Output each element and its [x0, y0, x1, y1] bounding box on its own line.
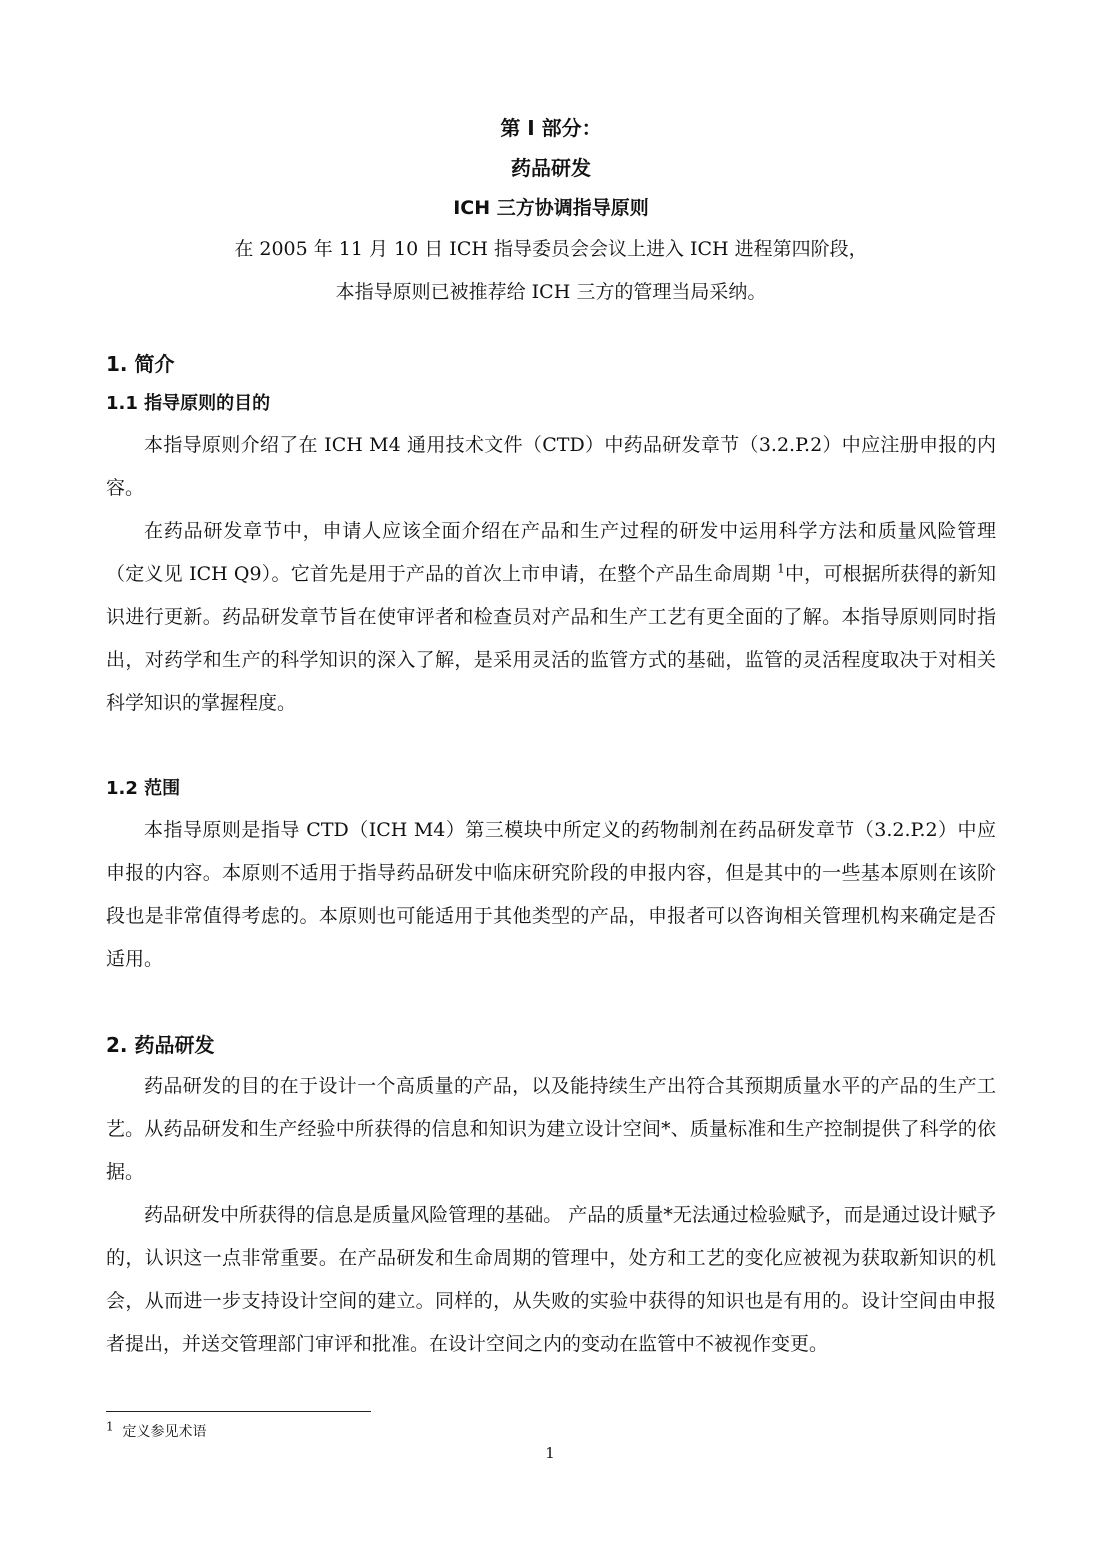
section-2-heading: 2. 药品研发 [106, 1033, 215, 1057]
adoption-line-2: 本指导原则已被推荐给 ICH 三方的管理当局采纳。 [335, 281, 767, 303]
section-2-paragraph-2: 药品研发中所获得的信息是质量风险管理的基础。 产品的质量*无法通过检验赋予，而是通过设计赋予的，认识这一点非常重要。在产品研发和生命周期的管理中，处方和工艺的变化应被视为获取新知识的机会，从而进一步支持设计空间的建立。同样的，从失败的实验中获得的知识也是有用的。设计空间由申报者提出，并送交管理部门审评和批准。在设计空间之内的变动在监管中不被视作变更。 [106, 1204, 996, 1355]
paragraph-text: 在药品研发章节中，申请人应该全面介绍在产品和生产过程的研发中运用科学方法和质量风险管理（定义见 ICH Q9）。它首先是用于产品的首次上市申请，在整个产品生命周期 [106, 520, 996, 585]
footnote [106, 1419, 207, 1442]
section-2-paragraph-1: 药品研发的目的在于设计一个高质量的产品，以及能持续生产出符合其预期质量水平的产品的生产工艺。从药品研发和生产经验中所获得的信息和知识为建立设计空间*、质量标准和生产控制提供了科学的依据。 [106, 1075, 996, 1183]
footnote-mark: 1 [106, 1419, 114, 1434]
document-title: 药品研发 [511, 156, 591, 180]
adoption-line-1: 在 2005 年 11 月 10 日 ICH 指导委员会会议上进入 ICH 进程第四阶段， [234, 238, 868, 260]
section-1-2-heading: 1.2 范围 [106, 778, 181, 799]
footnote-divider [106, 1411, 371, 1412]
section-1-1-paragraph-2 [106, 510, 996, 725]
page-number: 1 [545, 1444, 555, 1462]
section-1-1-paragraph-1: 本指导原则介绍了在 ICH M4 通用技术文件（CTD）中药品研发章节（3.2.P.2）中应注册申报的内容。 [106, 434, 996, 499]
paragraph-text: 中，可根据所获得的新知识进行更新。药品研发章节旨在使审评者和检查员对产品和生产工艺有更全面的了解。本指导原则同时指出，对药学和生产的科学知识的深入了解，是采用灵活的监管方式的基础，监管的灵活程度取决于对相关科学知识的掌握程度。 [106, 563, 996, 714]
section-1-heading: 1. 简介 [106, 352, 175, 376]
document-subtitle: ICH 三方协调指导原则 [453, 197, 649, 219]
document-page [106, 108, 996, 1366]
footnote-text: 定义参见术语 [122, 1424, 207, 1440]
footnote-reference: 1 [777, 561, 785, 576]
section-1-1-heading: 1.1 指导原则的目的 [106, 393, 271, 414]
section-1-2-paragraph-1: 本指导原则是指导 CTD（ICH M4）第三模块中所定义的药物制剂在药品研发章节（3.2.P.2）中应申报的内容。本原则不适用于指导药品研发中临床研究阶段的申报内容，但是其中的一些基本原则在该阶段也是非常值得考虑的。本原则也可能适用于其他类型的产品，申报者可以咨询相关管理机构来确定是否适用。 [106, 819, 996, 970]
part-heading: 第 I 部分： [500, 116, 602, 140]
